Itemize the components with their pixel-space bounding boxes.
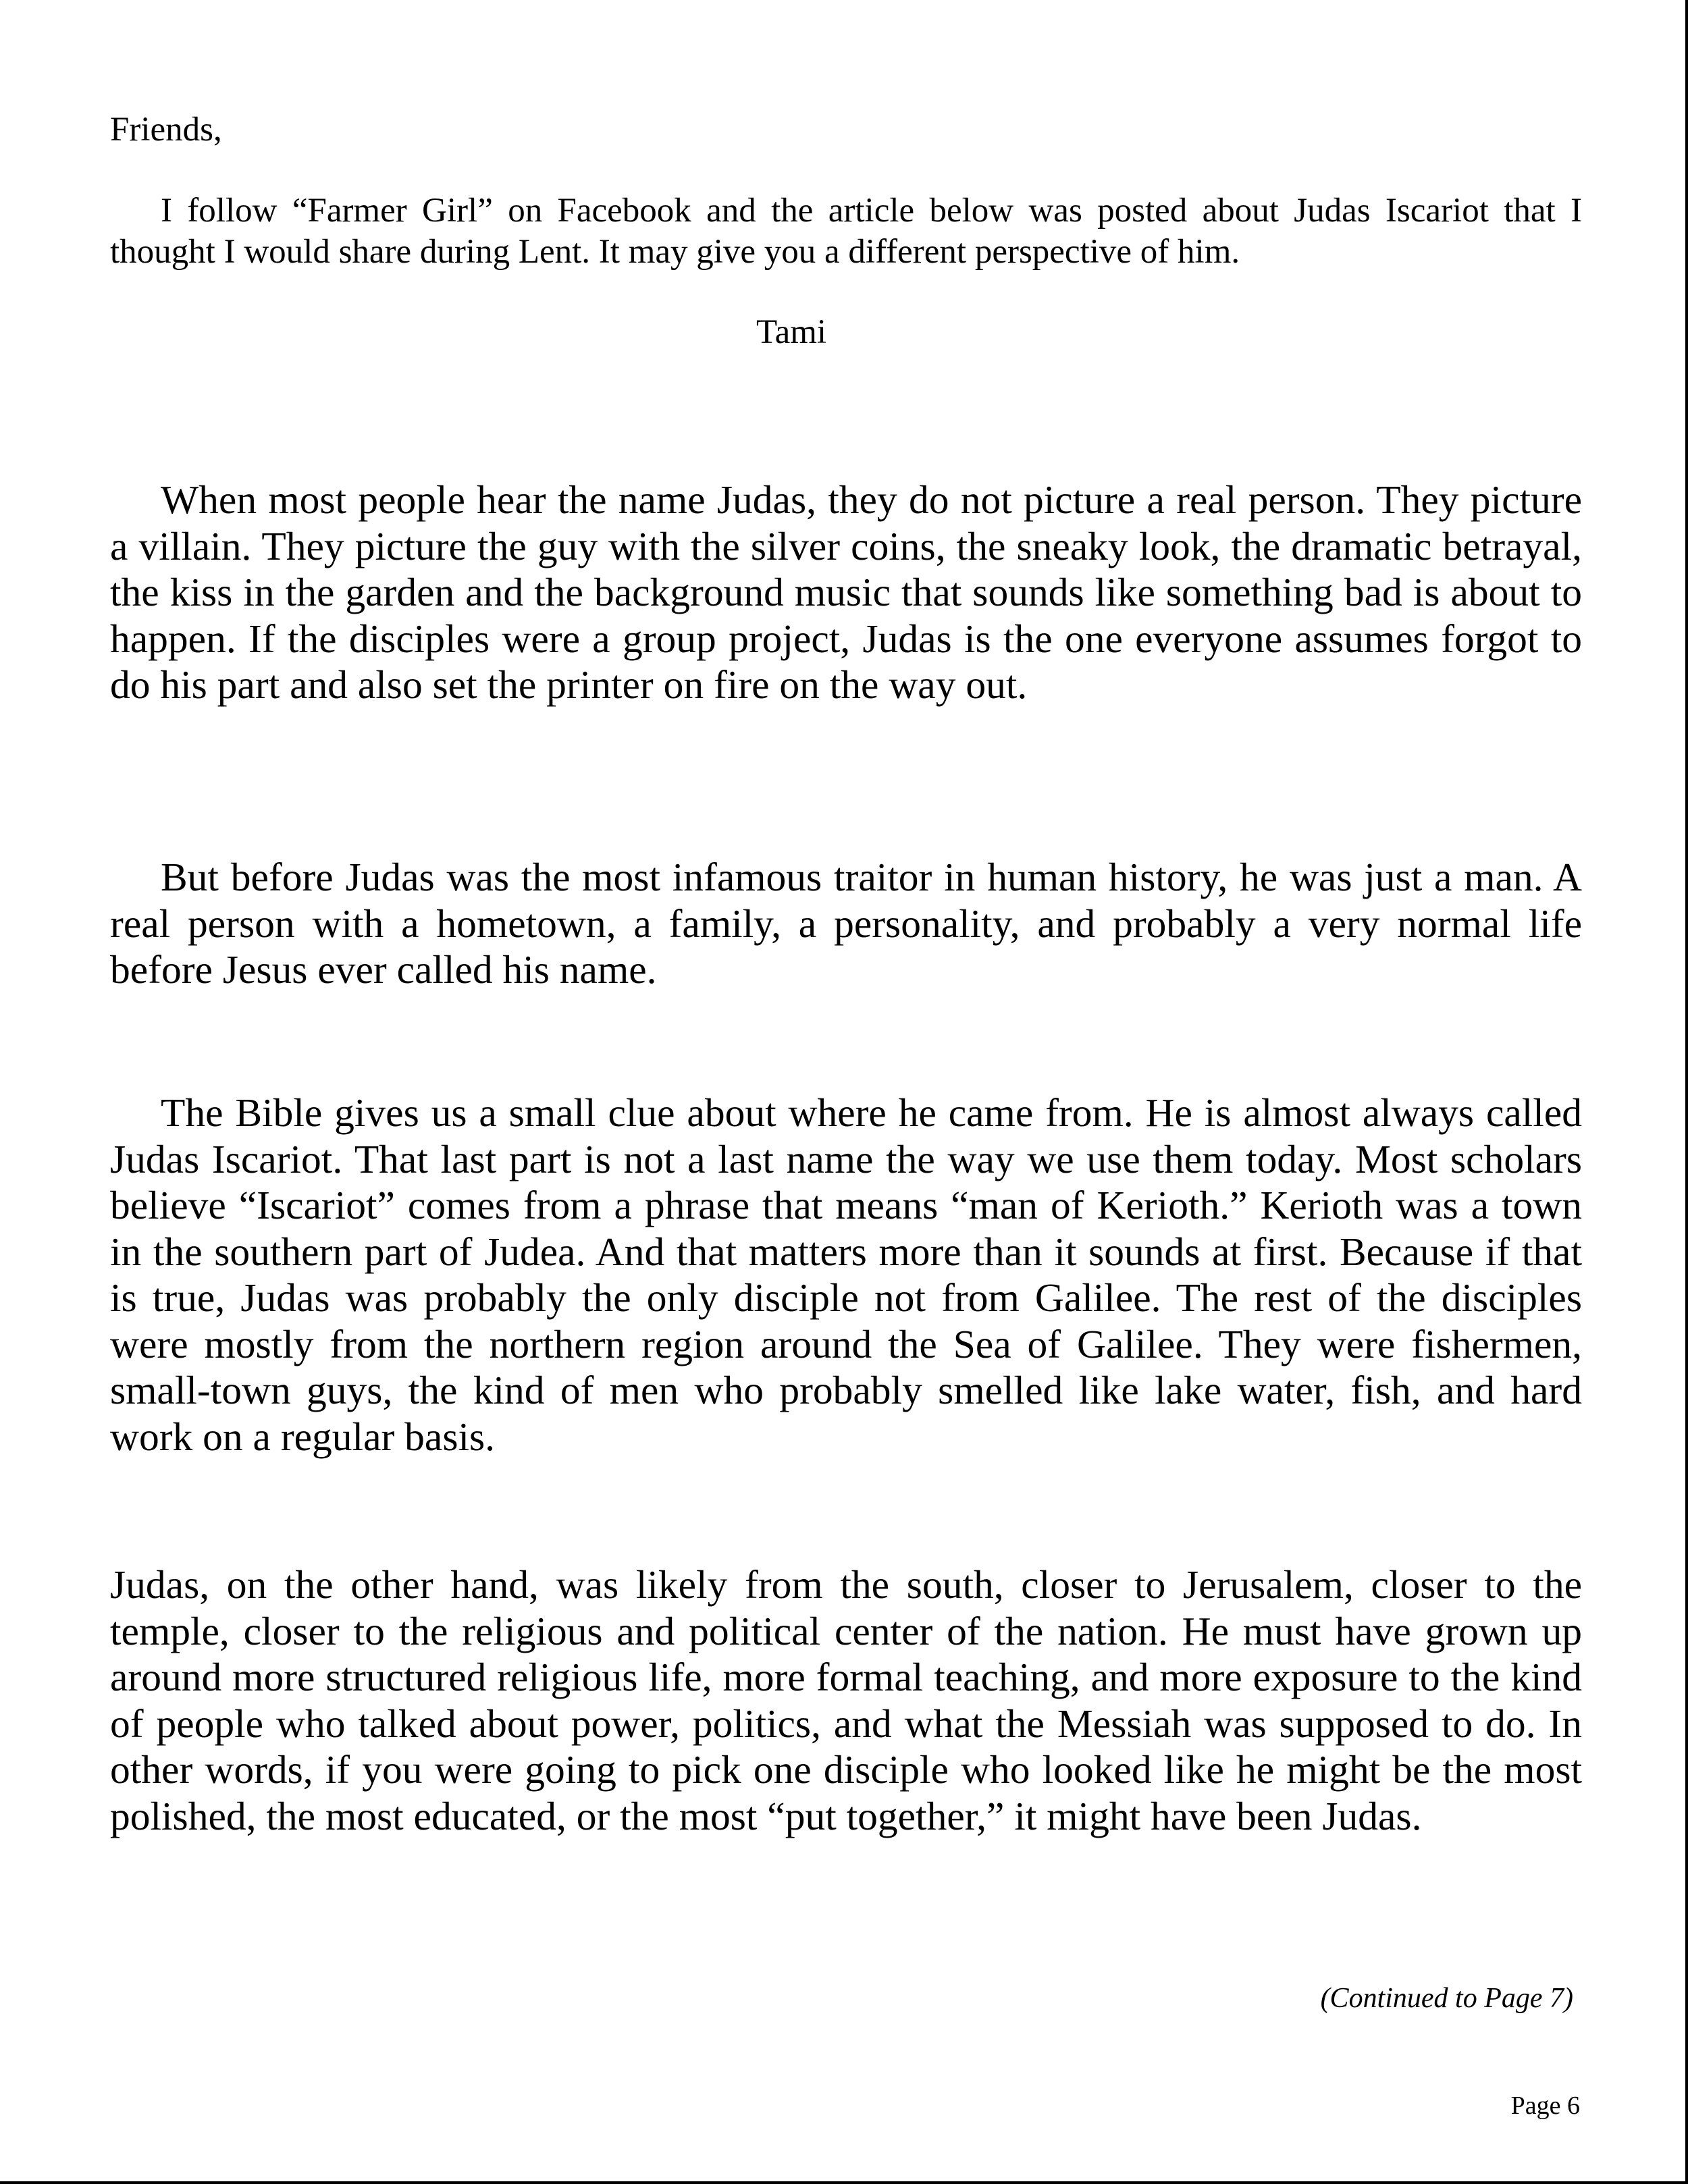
continued-note: (Continued to Page 7) (1320, 1983, 1573, 2014)
letter-intro (110, 190, 1582, 273)
page-border-bottom (0, 2181, 1688, 2184)
article-paragraph-3 (110, 1090, 1582, 1460)
article-paragraph-2 (110, 854, 1582, 993)
page-border-right (1685, 0, 1688, 2184)
letter-signature: Tami (756, 313, 827, 351)
article-paragraph-text: But before Judas was the most infamous traitor in human history, he was just a man. A real person with a hometown, a family, a personality, and probably a very normal life before Jesus ever called his name. (110, 855, 1582, 992)
letter-intro-text: I follow “Farmer Girl” on Facebook and the article below was posted about Judas Iscariot that I thought I would share during Lent. It may give you a different perspective of him. (110, 192, 1582, 271)
page-number: Page 6 (1510, 2092, 1580, 2120)
article-paragraph-4 (110, 1562, 1582, 1839)
article-paragraph-text: Judas, on the other hand, was likely from the south, closer to Jerusalem, closer to the temple, closer to the religious and political center of the nation. He must have grown up around more structured religious life, more formal teaching, and more exposure to the kind of people who talked about power, politics, and what the Messiah was supposed to do. In other words, if you were going to pick one disciple who looked like he might be the most polished, the most educated, or the most “put together,” it might have been Judas. (110, 1562, 1582, 1838)
article-paragraph-text: When most people hear the name Judas, they do not picture a real person. They picture a villain. They picture the guy with the silver coins, the sneaky look, the dramatic betrayal, the kiss in the garden and the background music that sounds like something bad is about to happen. If the disciples were a group project, Judas is the one everyone assumes forgot to do his part and also set the printer on fire on the way out. (110, 477, 1582, 707)
article-paragraph-text: The Bible gives us a small clue about where he came from. He is almost always called Judas Iscariot. That last part is not a last name the way we use them today. Most scholars believe “Iscariot” comes from a phrase that means “man of Kerioth.” Kerioth was a town in the southern part of Judea. And that matters more than it sounds at first. Because if that is true, Judas was probably the only disciple not from Galilee. The rest of the disciples were mostly from the northern region around the Sea of Galilee. They were fishermen, small-town guys, the kind of men who probably smelled like lake water, fish, and hard work on a regular basis. (110, 1090, 1582, 1459)
article-paragraph-1 (110, 477, 1582, 708)
letter-salutation: Friends, (110, 111, 222, 149)
